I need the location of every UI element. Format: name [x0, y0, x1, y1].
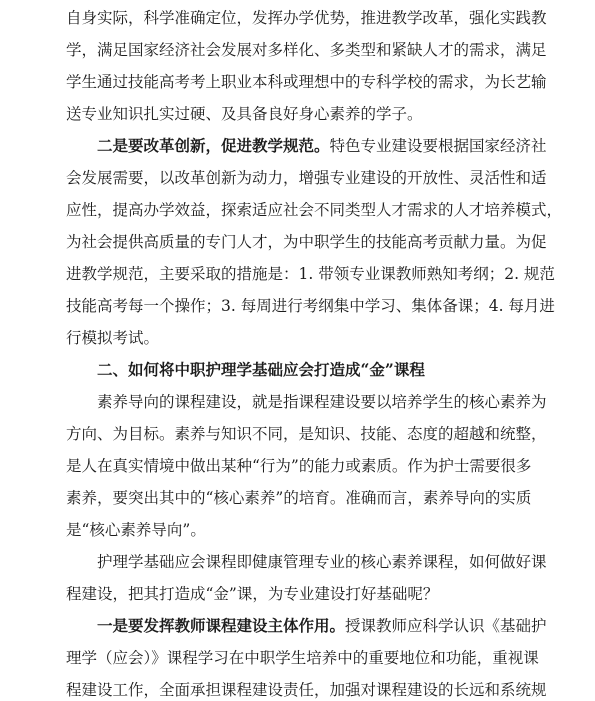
- paragraph-line: 会发展需要，以改革创新为动力，增强专业建设的开放性、灵活性和适: [66, 169, 547, 187]
- paragraph-line: 送专业知识扎实过硬、及具备良好身心素养的学子。: [66, 105, 423, 123]
- paragraph-text: 特色专业建设要根据国家经济社: [329, 137, 547, 155]
- paragraph-line: 学，满足国家经济社会发展对多样化、多类型和紧缺人才的需求，满足: [66, 41, 547, 59]
- paragraph-line: 程建设，把其打造成“金”课，为专业建设打好基础呢？: [66, 585, 439, 603]
- paragraph-line: 学生通过技能高考考上职业本科或理想中的专科学校的需求，为长艺输: [66, 73, 547, 91]
- paragraph-line: 技能高考每一个操作；3. 每周进行考纲集中学习、集体备课；4. 每月进: [66, 297, 555, 315]
- bold-lead: 一是要发挥教师课程建设主体作用。: [97, 616, 346, 635]
- bold-lead: 二是要改革创新，促进教学规范。: [97, 136, 330, 155]
- paragraph-text: 授课教师应科学认识《基础护: [345, 617, 547, 635]
- paragraph-line: 是“核心素养导向”。: [66, 521, 206, 539]
- paragraph-line: 理学（应会）》课程学习在中职学生培养中的重要地位和功能，重视课: [66, 649, 539, 667]
- paragraph-line-mixed: [97, 616, 547, 636]
- paragraph-line: 程建设工作，全面承担课程建设责任，加强对课程建设的长远和系统规: [66, 681, 547, 699]
- paragraph-line: 方向、为目标。素养与知识不同，是知识、技能、态度的超越和统整，: [66, 425, 547, 443]
- paragraph-line: 护理学基础应会课程即健康管理专业的核心素养课程，如何做好课: [97, 553, 547, 571]
- paragraph-line-mixed: [97, 136, 547, 156]
- paragraph-line: 素养导向的课程建设，就是指课程建设要以培养学生的核心素养为: [97, 393, 547, 411]
- paragraph-line: 是人在真实情境中做出某种“行为”的能力或素质。作为护士需要很多: [66, 457, 532, 475]
- paragraph-line: 应性，提高办学效益，探索适应社会不同类型人才需求的人才培养模式，: [66, 201, 563, 219]
- paragraph-line: 自身实际，科学准确定位，发挥办学优势，推进教学改革，强化实践教: [66, 9, 547, 27]
- paragraph-line: 为社会提供高质量的专门人才，为中职学生的技能高考贡献力量。为促: [66, 233, 547, 251]
- paragraph-line: 素养，要突出其中的“核心素养”的培育。准确而言，素养导向的实质: [66, 489, 532, 507]
- section-heading: 二、如何将中职护理学基础应会打造成“金”课程: [97, 360, 425, 379]
- paragraph-line: 进教学规范，主要采取的措施是：1. 带领专业课教师熟知考纲；2. 规范: [66, 265, 555, 283]
- paragraph-line: 行模拟考试。: [66, 329, 160, 347]
